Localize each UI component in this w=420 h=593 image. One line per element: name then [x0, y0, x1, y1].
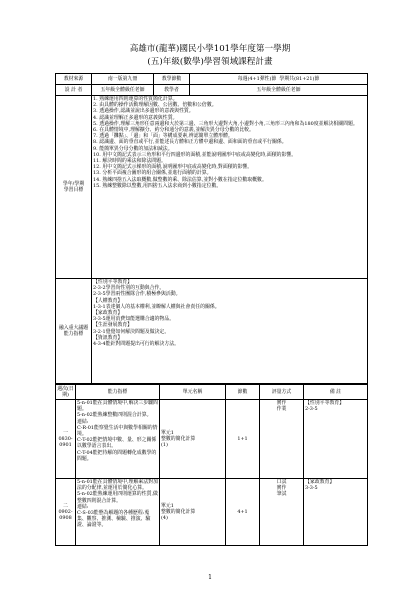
goals-table — [55, 95, 368, 384]
notes-item: 2-3-5 — [305, 406, 318, 413]
designer-value: 五年級全體級任老師 — [92, 85, 154, 96]
goals-label-line2: 學習目標 — [63, 187, 84, 193]
ability-item: C-T-04能把待解的問題轉化成數學的問題。 — [77, 449, 157, 462]
week-number: 一 — [63, 429, 68, 436]
ability-item: 連結: — [77, 503, 89, 510]
notes-item: 【家政教育】 — [305, 479, 335, 485]
issues-label-line2: 能力指標 — [63, 331, 84, 337]
issue-item: 3-2-1覺覺如何解決問題及做決定。 — [93, 328, 170, 335]
week-dates: 0830-0901 — [58, 435, 73, 449]
goal-item: 8. 認識邊、面的垂直或平行,並能述長方體和正方體中邊和邊、面和面的垂直或平行關係。 — [93, 139, 287, 146]
issue-item: 【家政教育】 — [93, 310, 123, 317]
goals-list — [92, 96, 368, 279]
goal-item: 11. 解決時間的乘法和除法問題。 — [93, 158, 166, 165]
header-notes: 備 註 — [304, 385, 368, 400]
goal-item: 7. 透過「攤點」、「邊」和「面」等構成要素,辨認簡單立體形體。 — [93, 133, 233, 140]
ability-item: 5-n-01能在具體情境中,解決三步驟問題。 — [77, 400, 158, 413]
goal-item: 15. 熟練整數除以整數,用四捨五入法求商到小數指定位數。 — [93, 182, 222, 189]
issues-row — [56, 279, 368, 384]
ability-item: C-T-02能把情境中數、量、形之關係以數學語言表出。 — [77, 437, 157, 450]
week-cell — [56, 479, 76, 546]
goal-item: 5. 透過操作,理解三角形任意兩邊和大於第三邊、三角形大邊對大角,小邊對小角,三角形三內角和為180度並解決相關問題。 — [93, 120, 358, 127]
sessions-cell: 4+1 — [226, 479, 260, 546]
header-assessment: 評量方式 — [260, 385, 304, 400]
schedule-row — [56, 479, 368, 546]
lessons-label: 教學節數 — [154, 74, 190, 85]
ability-item: 5-n-02能熟練整數四則混合計算。 — [77, 412, 152, 419]
lessons-total: 學期共(81+21)節 — [279, 75, 320, 82]
unit-line: 單元1 — [161, 502, 174, 509]
week-dates: 0902-0908 — [58, 508, 73, 522]
issue-item: 【資訊教育】 — [93, 334, 123, 341]
notes-cell — [304, 479, 368, 546]
ability-cell — [76, 479, 160, 546]
assessment-item: 實作 — [276, 485, 287, 492]
assessment-cell — [260, 479, 304, 546]
schedule-header-row — [56, 385, 368, 400]
teacher-label: 教學者 — [154, 85, 190, 96]
issue-item: 4-3-4能針對問題提出可行的解決方法。 — [93, 341, 179, 348]
document-title: 高雄市(龍華)國民小學101學年度第一學期 — [129, 44, 291, 54]
document-subtitle: (五)年級(數學)學習領域課程計畫 — [147, 57, 273, 67]
issues-list — [92, 279, 368, 384]
issue-item: 2-3-5學習兩性團隊合作,積極參與活動。 — [93, 291, 181, 298]
designer-label: 設 計 者 — [56, 85, 92, 96]
header-sessions: 節數 — [226, 385, 260, 400]
textbook-value: 南一版第九冊 — [92, 74, 154, 85]
assessment-cell — [260, 400, 304, 479]
issues-label — [56, 279, 92, 384]
issue-item: 【性別平等教育】 — [93, 279, 133, 285]
goal-item: 10. 用中文簡記式表示三角形和平行四邊形的面積,並能說明圖形中底或高變化時,面積的影響。 — [93, 151, 297, 158]
ability-item: C-S-03能態為解題的各種歷程:蒐集、觀察、推測、檢驗、推演、驗證、論證等。 — [77, 510, 151, 529]
lessons-per-week: 每週(4+1彈性)節 — [237, 75, 277, 82]
issue-item: 【人權教育】 — [93, 297, 123, 304]
unit-line: (1) — [161, 442, 168, 449]
ability-item: 5-n-01能在具體情境中,理解乘法對加法的分配律,並運用於簡化心算。 — [77, 479, 158, 492]
lessons-value — [190, 74, 368, 85]
goal-item: 6. 在具體情境中,理解擴分、約分和通分的意義,並解決異分母分數的比較。 — [93, 127, 254, 134]
notes-item: 3-3-5 — [305, 485, 318, 492]
goals-label — [56, 96, 92, 279]
header-ability: 能力指標 — [76, 385, 160, 400]
assessment-item: 筆試 — [276, 491, 287, 498]
issue-item: 2-3-2學習尚性別的互動與合作。 — [93, 285, 165, 292]
week-cell — [56, 400, 76, 479]
page-number: 1 — [208, 574, 212, 581]
header-week: 週次(日期) — [57, 385, 74, 398]
goal-item: 9. 能簡單異分母分數的加法和減法。 — [93, 145, 173, 152]
ability-item: 5-n-02能熟練運用四則運算的性質,做整數四則混合計算。 — [77, 491, 158, 504]
info-table — [55, 73, 368, 96]
unit-line: (4) — [161, 515, 168, 522]
issue-item: 3-3-5運用消費知能選購合適的物品。 — [93, 316, 175, 323]
goal-item: 4. 認識並理解正多邊形的意義與性質。 — [93, 114, 178, 121]
info-row-textbook — [56, 74, 368, 85]
ability-item: C-R-01能察覺生活中與數學相關的情境。 — [77, 424, 158, 438]
goal-item: 14. 熟練四捨五入法取概數,做整數的乘、除法估算,並對小數在指定位數取概數。 — [93, 176, 267, 183]
issues-label-line1: 融入重大議題 — [58, 324, 89, 331]
sessions-cell: 1+1 — [226, 400, 260, 479]
assessment-item: 口試 — [276, 479, 287, 485]
issue-item: 1-3-1表達個人的基本權利,並瞭解人權與社會責任的關係。 — [93, 303, 220, 310]
textbook-label: 教材來源 — [56, 74, 92, 85]
ability-cell — [76, 400, 160, 479]
unit-line: 整數的簡化計算 — [161, 435, 196, 442]
unit-line: 單元1 — [161, 429, 174, 436]
goal-item: 12. 用中文簡記式示梯形的面積,說明圖形中底或高變化時,對面積的影響。 — [93, 164, 253, 171]
notes-item: 【性別平等教育】 — [305, 400, 345, 406]
schedule-table — [55, 384, 368, 546]
unit-cell — [160, 479, 226, 546]
goal-item: 13. 分析平面複合圖形的組合關係,並進行面積的計算。 — [93, 170, 212, 177]
unit-cell — [160, 400, 226, 479]
goal-item: 3. 透過操作,認識並說出多邊形的意義與性質。 — [93, 108, 194, 115]
goals-label-line1: 學年/學期 — [62, 180, 85, 187]
goal-item: 1. 熟練運用四則運算的性質簡化計算。 — [93, 96, 178, 102]
header-unit: 單元名稱 — [160, 385, 226, 400]
week-number: 二 — [63, 502, 68, 509]
goal-item: 2. 由具體的操作活動理解因數、公因數、倍數和公倍數。 — [93, 102, 217, 109]
goals-row — [56, 96, 368, 279]
assessment-item: 實作 — [276, 400, 287, 406]
issue-item: 【生涯發展教育】 — [93, 322, 133, 329]
assessment-item: 作業 — [276, 406, 287, 413]
ability-item: 連結: — [77, 418, 89, 425]
notes-cell — [304, 400, 368, 479]
info-row-designer — [56, 85, 368, 96]
teacher-value: 五年級全體級任老師 — [190, 85, 368, 96]
unit-line: 整數的簡化計算 — [161, 508, 196, 515]
schedule-row — [56, 400, 368, 479]
